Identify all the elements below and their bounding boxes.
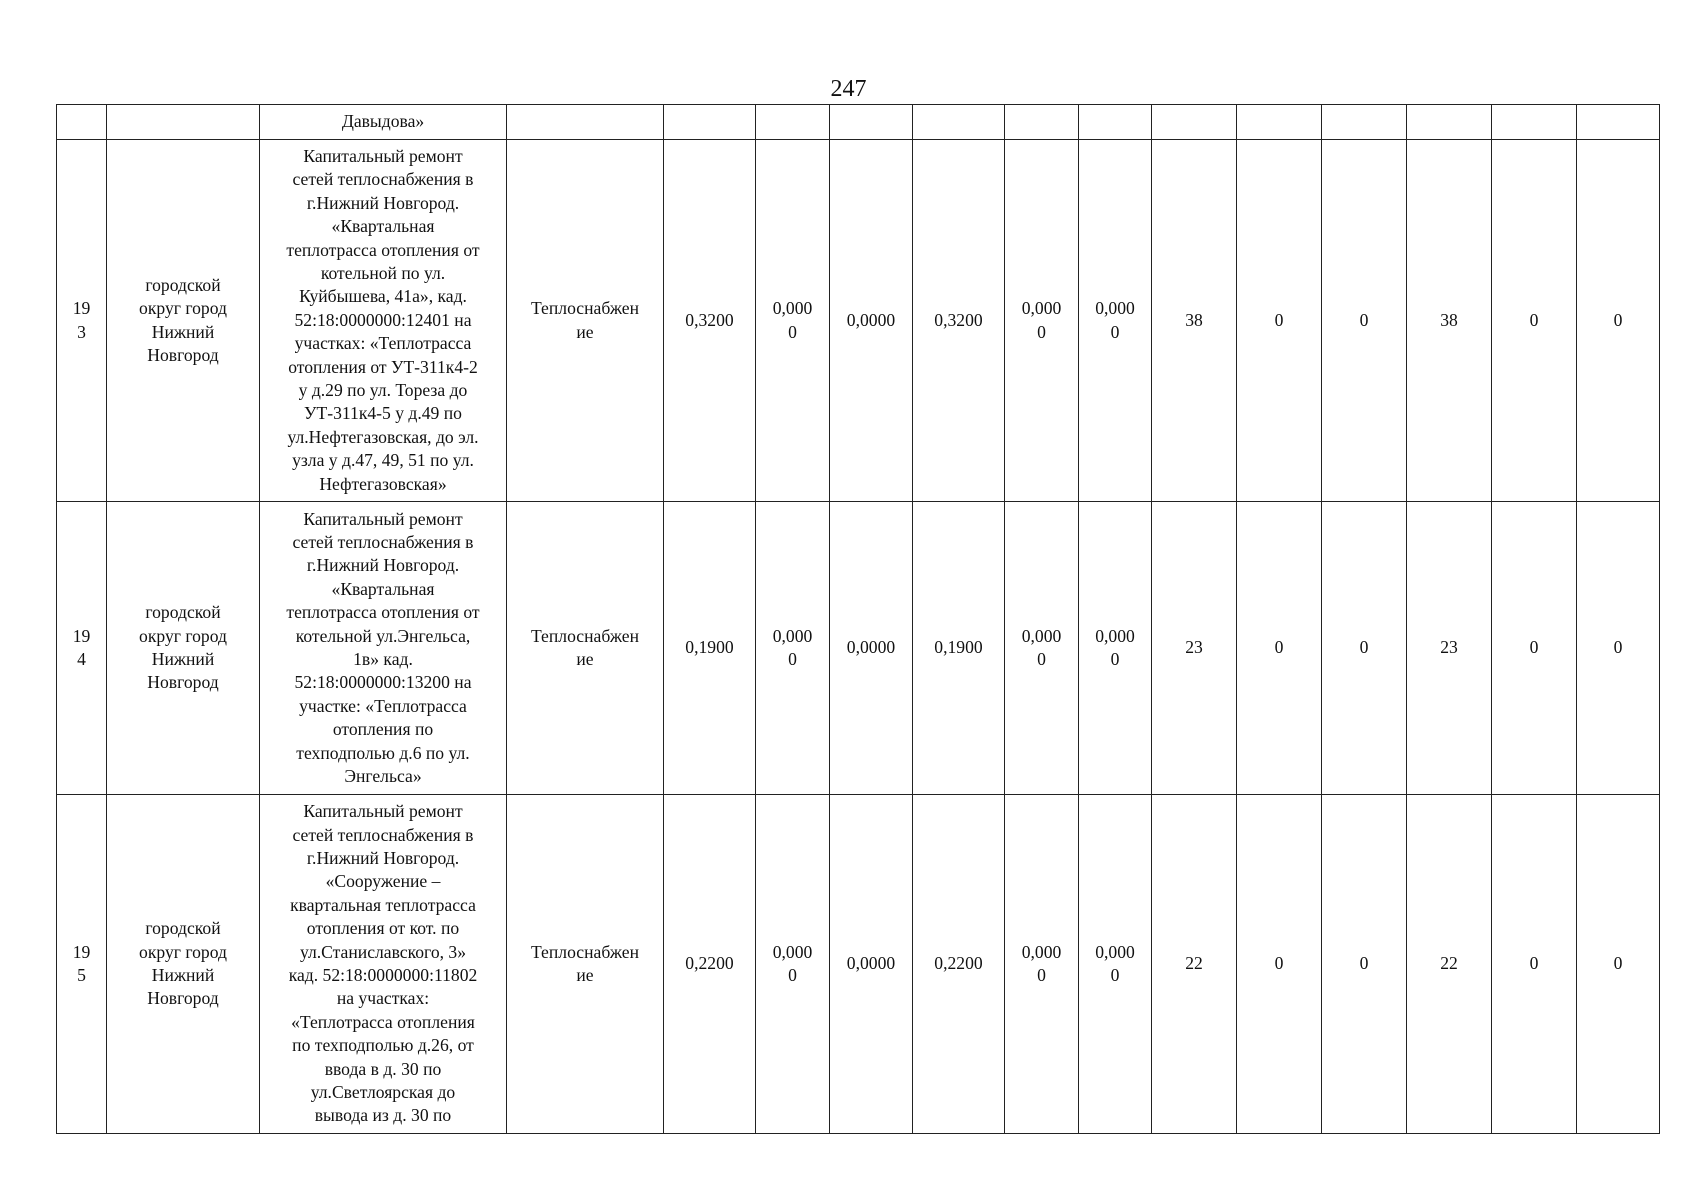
cell-value-line: 0,3200 bbox=[685, 309, 734, 330]
cell-description-line: г.Нижний Новгород. bbox=[306, 847, 460, 868]
cell-value-line: 0,000 bbox=[772, 625, 813, 646]
cell-value-line: 0 bbox=[1274, 309, 1284, 330]
cell-num-line: 19 bbox=[72, 625, 91, 646]
cell-description-line: Капитальный ремонт bbox=[303, 145, 463, 166]
cell-district-line: Новгород bbox=[147, 344, 219, 365]
cell-value-line: 0,000 bbox=[1021, 298, 1062, 319]
cell-description-line: г.Нижний Новгород. bbox=[306, 555, 460, 576]
cell-description-line: 52:18:0000000:12401 на bbox=[294, 309, 472, 330]
cell-district-line: Нижний bbox=[151, 649, 215, 669]
cell-value bbox=[830, 140, 913, 502]
cell-value bbox=[1237, 502, 1322, 795]
cell-description-line: участке: «Теплотрасса bbox=[299, 695, 467, 716]
cell-value bbox=[1152, 140, 1237, 502]
cell-district-line: городской bbox=[145, 274, 221, 295]
cell-description-line: участках: «Теплотрасса bbox=[294, 333, 472, 354]
cell-district-line: Нижний bbox=[151, 321, 215, 342]
cell-value-line: 0,000 bbox=[1021, 625, 1062, 646]
cell-value-line: 0 bbox=[1359, 637, 1369, 658]
cell-description-line: ул.Нефтегазовская, до эл. bbox=[287, 426, 479, 447]
cell-description-line: отопления от кот. по bbox=[306, 918, 460, 939]
cell-description-line: ул.Светлоярская до bbox=[310, 1082, 456, 1103]
cell-description-line: узла у д.47, 49, 51 по ул. bbox=[292, 450, 474, 471]
cell-district-line: округ город bbox=[139, 298, 227, 319]
cell-description-line: у д.29 по ул. Тореза до bbox=[298, 380, 468, 401]
cell-num bbox=[57, 140, 107, 502]
cell-value bbox=[913, 502, 1005, 795]
cell-description-line: на участках: bbox=[336, 988, 430, 1009]
cell-value bbox=[1492, 140, 1577, 502]
cell-value bbox=[664, 140, 756, 502]
cell-value bbox=[1079, 502, 1152, 795]
cell-description-line: ул.Станиславского, 3» bbox=[299, 941, 467, 962]
cell-value-line: 22 bbox=[1440, 953, 1458, 974]
cell-description-line: котельной по ул. bbox=[320, 262, 446, 283]
cell-value bbox=[756, 795, 830, 1134]
cell-value bbox=[1407, 502, 1492, 795]
cell-description-line: Куйбышева, 41а», кад. bbox=[299, 286, 467, 307]
cell-description-line: котельной ул.Энгельса, bbox=[295, 625, 471, 646]
cell-description-line: техподполью д.6 по ул. bbox=[296, 742, 470, 763]
cell-value bbox=[664, 105, 756, 140]
cell-description-line: отопления по bbox=[332, 719, 434, 740]
cell-value bbox=[1322, 140, 1407, 502]
cell-description-line: УТ-311к4-5 у д.49 по bbox=[304, 403, 462, 424]
cell-value-line: 23 bbox=[1185, 637, 1203, 658]
cell-description-line: «Сооружение – bbox=[325, 871, 441, 892]
cell-description-line: «Квартальная bbox=[331, 216, 435, 237]
cell-description: Давыдова» bbox=[260, 105, 507, 140]
cell-value bbox=[1577, 502, 1660, 795]
cell-district bbox=[107, 140, 260, 502]
cell-district-line: округ город bbox=[139, 941, 227, 962]
table-row bbox=[57, 502, 1660, 795]
cell-value bbox=[664, 795, 756, 1134]
cell-value bbox=[913, 140, 1005, 502]
cell-type-line: ие bbox=[576, 321, 594, 342]
cell-value bbox=[1577, 795, 1660, 1134]
cell-description-line: по техподполью д.26, от bbox=[292, 1035, 474, 1056]
cell-value-line: 0,000 bbox=[1021, 941, 1062, 962]
cell-value bbox=[1322, 795, 1407, 1134]
cell-value-line: 0 bbox=[1529, 953, 1539, 974]
cell-description-line: 1в» кад. bbox=[353, 649, 413, 669]
cell-value bbox=[1492, 105, 1577, 140]
cell-value-line: 0,0000 bbox=[846, 309, 896, 330]
cell-value-line: 0,1900 bbox=[685, 637, 734, 658]
cell-description-line: сетей теплоснабжения в bbox=[292, 531, 474, 552]
page-number: 247 bbox=[830, 76, 867, 102]
cell-value bbox=[1079, 105, 1152, 140]
cell-value-line: 0,000 bbox=[1095, 625, 1135, 646]
cell-value bbox=[1237, 795, 1322, 1134]
data-table bbox=[56, 104, 1660, 1134]
cell-value-line: 0 bbox=[1529, 309, 1539, 330]
cell-value bbox=[1152, 105, 1237, 140]
cell-value-line: 0 bbox=[1037, 649, 1046, 669]
cell-description-line: ввода в д. 30 по bbox=[324, 1058, 442, 1079]
cell-value bbox=[1152, 795, 1237, 1134]
cell-type-line: ие bbox=[576, 965, 594, 985]
cell-value-line: 0 bbox=[1613, 637, 1623, 658]
continuation-row bbox=[57, 105, 1660, 140]
cell-type bbox=[507, 105, 664, 140]
cell-type bbox=[507, 795, 664, 1134]
cell-value bbox=[830, 502, 913, 795]
cell-value-line: 0 bbox=[1613, 309, 1623, 330]
cell-value bbox=[1407, 140, 1492, 502]
cell-district-line: городской bbox=[145, 602, 221, 623]
cell-district bbox=[107, 795, 260, 1134]
cell-value-line: 0 bbox=[1613, 953, 1623, 974]
cell-description-line: теплотрасса отопления от bbox=[286, 239, 480, 260]
cell-description-line: «Квартальная bbox=[331, 578, 435, 599]
cell-description-line: Энгельса» bbox=[344, 766, 422, 787]
cell-value bbox=[756, 502, 830, 795]
cell-description-line: сетей теплоснабжения в bbox=[292, 824, 474, 845]
cell-description-line: 52:18:0000000:13200 на bbox=[294, 672, 472, 693]
cell-value-line: 0 bbox=[1359, 953, 1369, 974]
cell-value bbox=[1407, 105, 1492, 140]
cell-description-line: сетей теплоснабжения в bbox=[292, 169, 474, 190]
cell-district bbox=[107, 105, 260, 140]
cell-value bbox=[1322, 502, 1407, 795]
cell-description-line: Капитальный ремонт bbox=[303, 508, 463, 529]
cell-district-line: городской bbox=[145, 918, 221, 939]
cell-value bbox=[1492, 502, 1577, 795]
cell-type-line: Теплоснабжен bbox=[530, 298, 639, 319]
cell-value bbox=[1079, 795, 1152, 1134]
cell-description-line: теплотрасса отопления от bbox=[286, 602, 480, 623]
cell-value bbox=[1005, 795, 1079, 1134]
cell-value-line: 0,0000 bbox=[846, 953, 896, 974]
cell-num-line: 19 bbox=[72, 941, 91, 962]
cell-value bbox=[756, 105, 830, 140]
cell-value bbox=[913, 105, 1005, 140]
cell-value bbox=[1407, 795, 1492, 1134]
cell-district-line: Новгород bbox=[147, 988, 219, 1009]
cell-type-line: Теплоснабжен bbox=[530, 625, 639, 646]
cell-value-line: 0 bbox=[1110, 965, 1120, 985]
cell-district-line: округ город bbox=[139, 625, 227, 646]
cell-value-line: 0,000 bbox=[772, 941, 813, 962]
cell-value-line: 0 bbox=[788, 649, 797, 669]
cell-value-line: 0,2200 bbox=[934, 953, 983, 974]
cell-num-line: 19 bbox=[72, 298, 91, 319]
table-row bbox=[57, 795, 1660, 1134]
cell-value-line: 0,000 bbox=[1095, 298, 1135, 319]
cell-description bbox=[260, 140, 507, 502]
cell-value-line: 0 bbox=[1359, 309, 1369, 330]
cell-value-line: 0 bbox=[1274, 637, 1284, 658]
cell-value-line: 0 bbox=[1037, 321, 1046, 342]
cell-value bbox=[664, 502, 756, 795]
cell-value bbox=[1577, 105, 1660, 140]
cell-description bbox=[260, 502, 507, 795]
cell-district bbox=[107, 502, 260, 795]
cell-value-line: 0 bbox=[1274, 953, 1284, 974]
cell-num-line: 4 bbox=[77, 649, 86, 669]
cell-value bbox=[1005, 140, 1079, 502]
cell-value bbox=[830, 795, 913, 1134]
cell-value-line: 38 bbox=[1440, 309, 1458, 330]
cell-value bbox=[1152, 502, 1237, 795]
cell-value-line: 0,2200 bbox=[685, 953, 734, 974]
cell-type bbox=[507, 140, 664, 502]
cell-description-line: кад. 52:18:0000000:11802 bbox=[288, 965, 478, 985]
cell-value-line: 0 bbox=[1110, 321, 1120, 342]
cell-type bbox=[507, 502, 664, 795]
cell-type-line: ие bbox=[576, 649, 594, 669]
cell-value-line: 0 bbox=[1110, 649, 1120, 669]
cell-value-line: 38 bbox=[1185, 309, 1203, 330]
table-row bbox=[57, 140, 1660, 502]
cell-value-line: 22 bbox=[1185, 953, 1203, 974]
cell-description-line: Нефтегазовская» bbox=[319, 473, 447, 494]
cell-value-line: 0 bbox=[1529, 637, 1539, 658]
cell-description-line: г.Нижний Новгород. bbox=[306, 192, 460, 213]
cell-description-line: Капитальный ремонт bbox=[303, 801, 463, 822]
cell-value bbox=[756, 140, 830, 502]
cell-value bbox=[1237, 140, 1322, 502]
cell-num-line: 3 bbox=[77, 321, 86, 342]
cell-num bbox=[57, 795, 107, 1134]
cell-value bbox=[913, 795, 1005, 1134]
cell-value bbox=[1577, 140, 1660, 502]
cell-value-line: 0,3200 bbox=[934, 309, 983, 330]
cell-value-line: 0 bbox=[788, 965, 797, 985]
cell-description-line: квартальная теплотрасса bbox=[290, 894, 476, 915]
cell-value-line: 0 bbox=[788, 321, 797, 342]
cell-num bbox=[57, 105, 107, 140]
cell-value bbox=[1322, 105, 1407, 140]
cell-description bbox=[260, 795, 507, 1134]
cell-district-line: Новгород bbox=[147, 672, 219, 693]
cell-value-line: 0 bbox=[1037, 965, 1046, 985]
cell-value bbox=[1005, 105, 1079, 140]
cell-description-line: «Теплотрасса отопления bbox=[291, 1011, 475, 1032]
cell-num-line: 5 bbox=[77, 965, 86, 985]
cell-value-line: 23 bbox=[1440, 637, 1458, 658]
cell-value-line: 0,000 bbox=[1095, 941, 1135, 962]
cell-value bbox=[1005, 502, 1079, 795]
cell-description-line: вывода из д. 30 по bbox=[314, 1105, 452, 1126]
cell-value-line: 0,000 bbox=[772, 298, 813, 319]
cell-value bbox=[1079, 140, 1152, 502]
cell-description-line: отопления от УТ-311к4-2 bbox=[288, 356, 478, 377]
cell-district-line: Нижний bbox=[151, 965, 215, 985]
cell-value bbox=[1492, 795, 1577, 1134]
cell-value bbox=[1237, 105, 1322, 140]
cell-num bbox=[57, 502, 107, 795]
cell-value-line: 0,1900 bbox=[934, 637, 983, 658]
cell-type-line: Теплоснабжен bbox=[530, 941, 639, 962]
cell-value bbox=[830, 105, 913, 140]
cell-value-line: 0,0000 bbox=[846, 637, 896, 658]
